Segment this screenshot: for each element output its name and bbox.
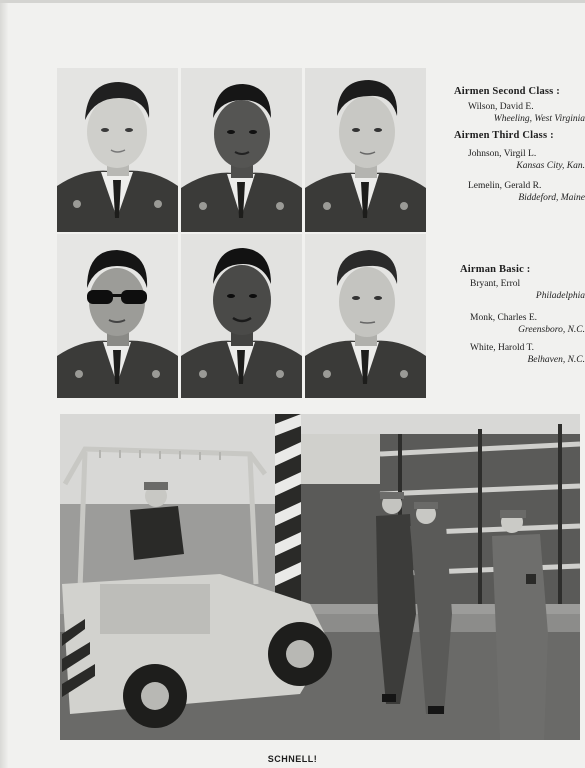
section-heading: Airman Basic : bbox=[460, 264, 531, 275]
airman-hometown: Kansas City, Kan. bbox=[516, 161, 585, 171]
page-top-edge bbox=[0, 0, 585, 3]
caption-airmen-third-class bbox=[454, 130, 585, 204]
portrait-bryant bbox=[57, 234, 178, 398]
portrait-lemelin bbox=[305, 68, 426, 232]
airman-hometown: Philadelphia bbox=[535, 291, 585, 301]
caption-airman-basic bbox=[460, 264, 585, 366]
portrait-monk bbox=[181, 234, 302, 398]
section-heading: Airmen Second Class : bbox=[454, 86, 560, 97]
airman-hometown: Greensboro, N.C. bbox=[518, 325, 585, 335]
airman-hometown: Wheeling, West Virginia bbox=[493, 114, 585, 124]
airman-hometown: Biddeford, Maine bbox=[518, 193, 585, 203]
airman-name: White, Harold T. bbox=[470, 343, 535, 353]
photo-caption: SCHNELL! bbox=[267, 754, 318, 764]
airman-name: Lemelin, Gerald R. bbox=[468, 181, 542, 191]
airman-name: Monk, Charles E. bbox=[470, 313, 538, 323]
page-edge bbox=[0, 0, 8, 768]
forklift-photograph bbox=[60, 414, 580, 740]
airman-hometown: Belhaven, N.C. bbox=[527, 355, 585, 365]
caption-airmen-second-class bbox=[454, 86, 585, 125]
portrait-wilson bbox=[57, 68, 178, 232]
section-heading: Airmen Third Class : bbox=[454, 130, 554, 141]
portrait-white bbox=[305, 234, 426, 398]
airman-name: Johnson, Virgil L. bbox=[468, 149, 537, 159]
portrait-johnson bbox=[181, 68, 302, 232]
airman-name: Bryant, Errol bbox=[470, 279, 521, 289]
airman-name: Wilson, David E. bbox=[468, 102, 534, 112]
